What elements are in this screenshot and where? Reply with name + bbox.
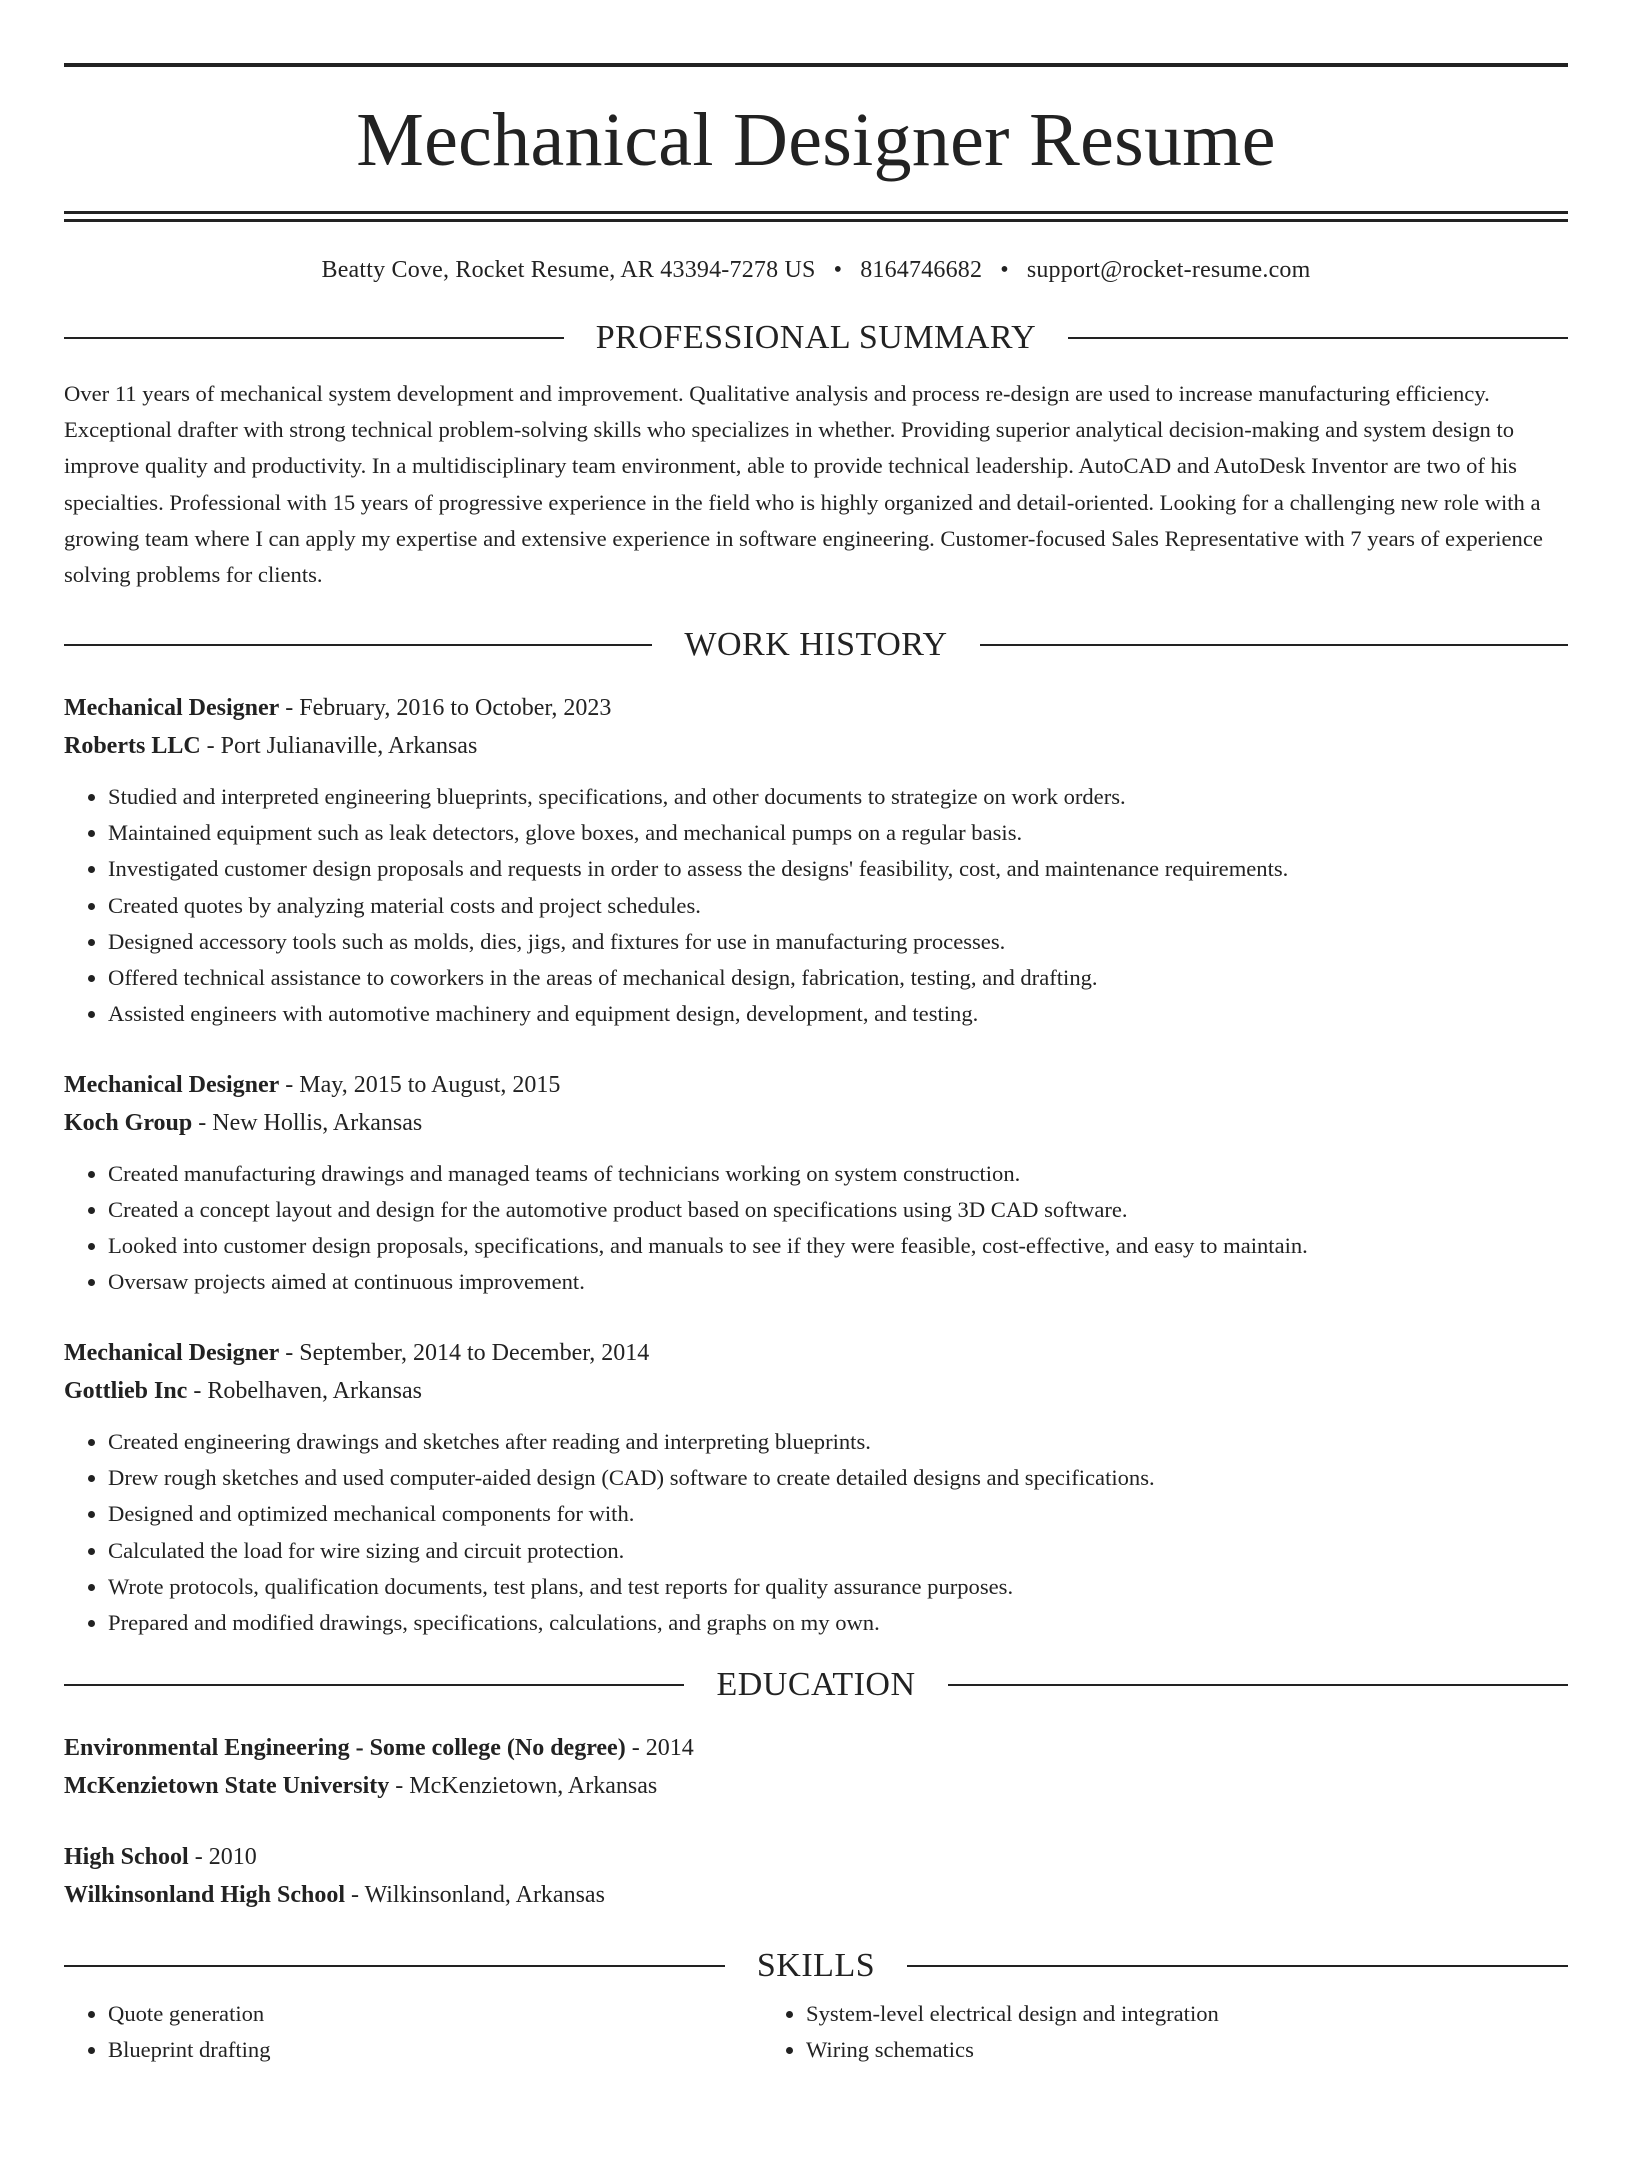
skills-column-right	[762, 1996, 1460, 2068]
skill-item: • System-level electrical design and integration	[806, 1996, 1460, 2032]
title-double-rule	[64, 211, 1568, 222]
education-location: - Wilkinsonland, Arkansas	[345, 1881, 605, 1908]
job-bullet: • Studied and interpreted engineering blueprints, specifications, and other documents to strategize on work orders.	[108, 779, 1568, 815]
section-title-education: EDUCATION	[716, 1665, 916, 1703]
job-bullet: • Created engineering drawings and sketches after reading and interpreting blueprints.	[108, 1424, 1568, 1460]
education-school-line	[64, 1876, 1568, 1914]
education-year: - 2010	[188, 1843, 257, 1870]
education-degree-line	[64, 1838, 1568, 1876]
job-bullet: • Looked into customer design proposals, specifications, and manuals to see if they were feasible, cost-effective, and easy to maintain.	[108, 1228, 1568, 1264]
resume-page	[0, 63, 1632, 2175]
education-school: McKenzietown State University	[64, 1772, 390, 1799]
job-bullet: • Investigated customer design proposals and requests in order to assess the designs' feasibility, cost, and maintenance requirements.	[108, 851, 1568, 887]
job-dates: - May, 2015 to August, 2015	[279, 1071, 561, 1098]
top-rule	[64, 63, 1568, 67]
job-company-line	[64, 1372, 1568, 1410]
education-degree: Environmental Engineering - Some college (No degree)	[64, 1734, 626, 1761]
section-header-skills	[64, 1946, 1568, 1986]
skill-item: • Blueprint drafting	[108, 2032, 762, 2068]
contact-line	[64, 255, 1568, 285]
skill-item: • Quote generation	[108, 1996, 762, 2032]
section-header-education	[64, 1665, 1568, 1705]
job-bullet: • Designed accessory tools such as molds, dies, jigs, and fixtures for use in manufacturing processes.	[108, 924, 1568, 960]
education-degree-line	[64, 1729, 1568, 1767]
skills-column-left	[64, 1996, 762, 2068]
education-school: Wilkinsonland High School	[64, 1881, 346, 1908]
job-bullet: • Drew rough sketches and used computer-aided design (CAD) software to create detailed designs and specifications.	[108, 1460, 1568, 1496]
job-bullet: • Assisted engineers with automotive machinery and equipment design, development, and testing.	[108, 996, 1568, 1032]
job-company-line	[64, 727, 1568, 765]
section-rule-right	[948, 1684, 1568, 1686]
summary-text: Over 11 years of mechanical system development and improvement. Qualitative analysis and process re-design are used to increase manufacturing efficiency. Exceptional drafter with strong technical problem-solving skills who specializes in whether. Providing superior analytical decision-making and system design to improve quality and productivity. In a multidisciplinary team environment, able to provide technical leadership. AutoCAD and AutoDesk Inventor are two of his specialties. Professional with 15 years of progressive experience in the field who is highly organized and detail-oriented. Looking for a challenging new role with a growing team where I can apply my expertise and extensive experience in software engineering. Customer-focused Sales Representative with 7 years of experience solving problems for clients.	[64, 381, 1543, 588]
section-header-work	[64, 625, 1568, 665]
contact-separator: •	[1000, 257, 1009, 283]
job-bullet: • Created manufacturing drawings and managed teams of technicians working on system construction.	[108, 1156, 1568, 1192]
job-bullet: • Prepared and modified drawings, specifications, calculations, and graphs on my own.	[108, 1605, 1568, 1641]
job-company: Koch Group	[64, 1109, 193, 1136]
contact-address: Beatty Cove, Rocket Resume, AR 43394-7278 US	[321, 257, 816, 283]
education-entry	[64, 1838, 1568, 1914]
job-bullet: • Maintained equipment such as leak detectors, glove boxes, and mechanical pumps on a regular basis.	[108, 815, 1568, 851]
section-rule-right	[980, 644, 1568, 646]
job-title-line	[64, 1066, 1568, 1104]
section-title-summary: PROFESSIONAL SUMMARY	[595, 319, 1037, 356]
section-rule-left	[64, 1965, 725, 1967]
section-header-summary	[64, 318, 1568, 358]
job-title: Mechanical Designer	[64, 695, 280, 722]
contact-separator: •	[833, 257, 843, 283]
section-rule-left	[64, 644, 652, 646]
job-location: - Port Julianaville, Arkansas	[200, 733, 478, 760]
section-title-skills: SKILLS	[756, 1946, 876, 1984]
job-entry	[64, 1066, 1568, 1300]
education-school-line	[64, 1767, 1568, 1805]
job-dates: - February, 2016 to October, 2023	[279, 695, 612, 722]
job-bullet: • Wrote protocols, qualification documents, test plans, and test reports for quality assurance purposes.	[108, 1569, 1568, 1605]
job-company-line	[64, 1104, 1568, 1142]
job-entry	[64, 1334, 1568, 1641]
section-rule-right	[907, 1965, 1568, 1967]
job-bullets	[64, 779, 1568, 1032]
section-rule-left	[64, 1684, 684, 1686]
job-bullet: • Offered technical assistance to coworkers in the areas of mechanical design, fabrication, testing, and drafting.	[108, 960, 1568, 996]
job-entry	[64, 689, 1568, 1032]
job-bullet: • Designed and optimized mechanical components for with.	[108, 1496, 1568, 1532]
job-title-line	[64, 689, 1568, 727]
section-rule-left	[64, 337, 564, 339]
job-bullets	[64, 1156, 1568, 1300]
education-entry	[64, 1729, 1568, 1805]
skills-grid	[64, 1996, 1568, 2068]
job-bullet: • Created a concept layout and design for the automotive product based on specifications using 3D CAD software.	[108, 1192, 1568, 1228]
contact-email: support@rocket-resume.com	[1026, 257, 1311, 283]
job-bullet: • Created quotes by analyzing material costs and project schedules.	[108, 888, 1568, 924]
section-title-work: WORK HISTORY	[684, 626, 948, 664]
job-bullets	[64, 1424, 1568, 1641]
skill-item: • Wiring schematics	[806, 2032, 1460, 2068]
job-bullet: • Oversaw projects aimed at continuous improvement.	[108, 1264, 1568, 1300]
job-bullet: • Calculated the load for wire sizing and circuit protection.	[108, 1533, 1568, 1569]
education-year: - 2014	[625, 1734, 694, 1761]
education-location: - McKenzietown, Arkansas	[389, 1772, 658, 1799]
job-title: Mechanical Designer	[64, 1340, 280, 1367]
job-title-line	[64, 1334, 1568, 1372]
job-dates: - September, 2014 to December, 2014	[279, 1340, 650, 1367]
contact-phone: 8164746682	[860, 257, 983, 283]
education-degree: High School	[64, 1843, 189, 1870]
job-location: - New Hollis, Arkansas	[192, 1109, 423, 1136]
job-title: Mechanical Designer	[64, 1071, 280, 1098]
job-company: Gottlieb Inc	[64, 1378, 188, 1405]
job-location: - Robelhaven, Arkansas	[187, 1378, 422, 1405]
resume-title: Mechanical Designer Resume	[356, 98, 1276, 182]
section-rule-right	[1068, 337, 1568, 339]
job-company: Roberts LLC	[64, 733, 201, 760]
